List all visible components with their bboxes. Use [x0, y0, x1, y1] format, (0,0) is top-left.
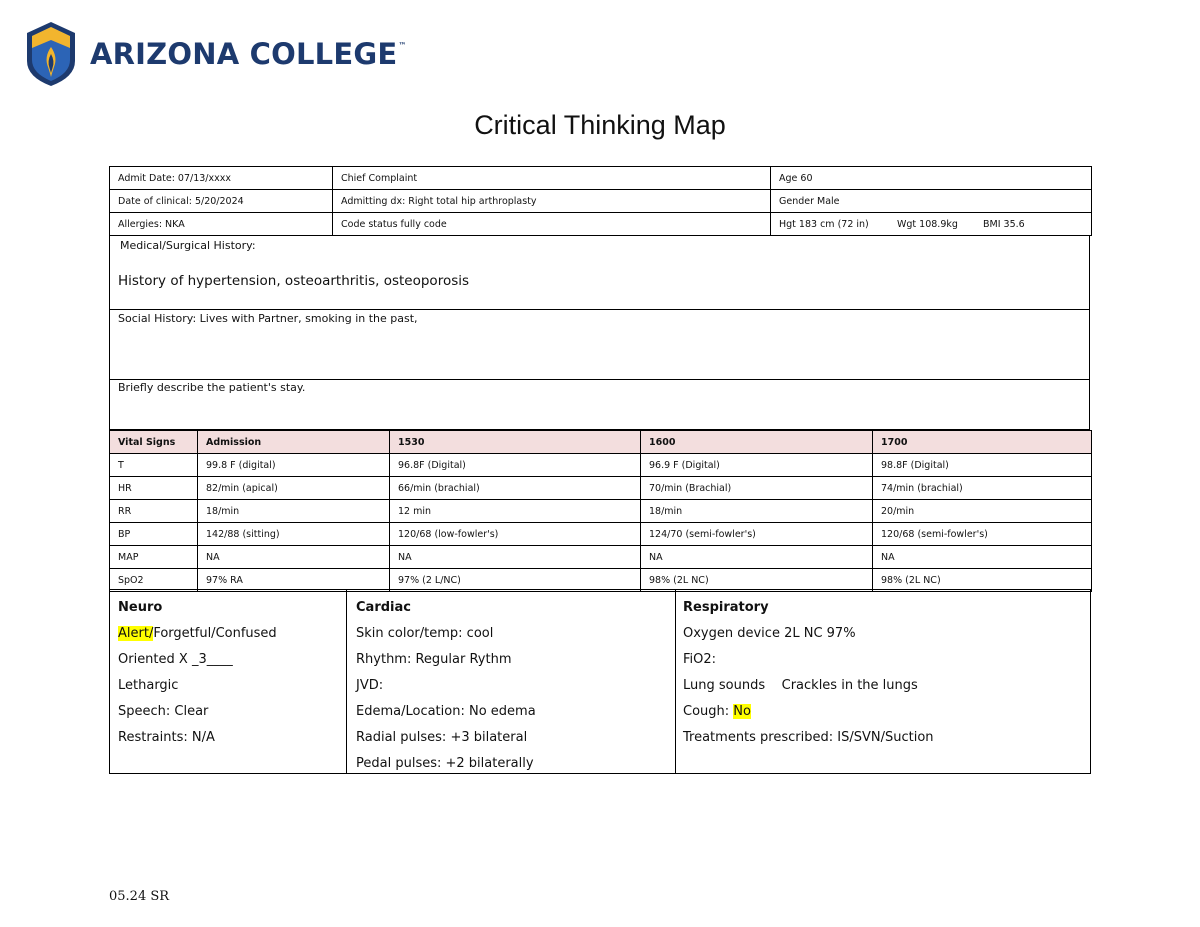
- allergies: Allergies: NKA: [110, 213, 333, 236]
- vital-signs-table: [109, 430, 1092, 592]
- vital-value: NA: [873, 546, 1092, 569]
- vitals-header-row: [110, 431, 1092, 454]
- chief-complaint: Chief Complaint: [333, 167, 771, 190]
- patient-stay-label: Briefly describe the patient's stay.: [118, 381, 306, 394]
- vital-value: 142/88 (sitting): [198, 523, 390, 546]
- social-history-box: [109, 309, 1090, 380]
- respiratory-fio2: FiO2:: [683, 652, 717, 667]
- cough-label: Cough:: [683, 704, 734, 719]
- respiratory-treatments: Treatments prescribed: IS/SVN/Suction: [683, 730, 934, 745]
- neuro-restraints: Restraints: N/A: [118, 730, 215, 745]
- vital-value: 99.8 F (digital): [198, 454, 390, 477]
- vital-value: 97% (2 L/NC): [390, 569, 641, 592]
- vitals-row-map: [110, 546, 1092, 569]
- vital-value: 124/70 (semi-fowler's): [641, 523, 873, 546]
- vital-value: 18/min: [198, 500, 390, 523]
- vital-value: 82/min (apical): [198, 477, 390, 500]
- cardiac-radial-pulses: Radial pulses: +3 bilateral: [356, 730, 528, 745]
- cardiac-rhythm: Rhythm: Regular Rythm: [356, 652, 512, 667]
- patient-header-table: [109, 166, 1092, 236]
- vital-value: 70/min (Brachial): [641, 477, 873, 500]
- neuro-title: Neuro: [118, 600, 163, 615]
- vital-label: BP: [110, 523, 198, 546]
- medical-history-label: Medical/Surgical History:: [120, 239, 256, 252]
- vital-value: 20/min: [873, 500, 1092, 523]
- measurements: [771, 213, 1092, 236]
- vital-label: RR: [110, 500, 198, 523]
- header-row: [110, 167, 1092, 190]
- cardiac-title: Cardiac: [356, 600, 411, 615]
- vital-label: HR: [110, 477, 198, 500]
- vital-value: 96.8F (Digital): [390, 454, 641, 477]
- cardiac-pedal-pulses: Pedal pulses: +2 bilaterally: [356, 756, 534, 771]
- social-history-label: Social History: Lives with Partner, smoking in the past,: [118, 312, 418, 325]
- height-value: Hgt 183 cm (72 in): [779, 218, 869, 230]
- vital-value: 74/min (brachial): [873, 477, 1092, 500]
- vitals-col-header: Vital Signs: [110, 431, 198, 454]
- age: Age 60: [771, 167, 1092, 190]
- vital-value: 96.9 F (Digital): [641, 454, 873, 477]
- neuro-alert: [118, 626, 277, 641]
- vital-value: NA: [198, 546, 390, 569]
- cardiac-jvd: JVD:: [356, 678, 384, 693]
- header-row: [110, 213, 1092, 236]
- neuro-oriented: Oriented X _3____: [118, 652, 233, 667]
- arizona-college-logo: [26, 20, 407, 88]
- medical-history-value: History of hypertension, osteoarthritis, osteoporosis: [118, 273, 470, 289]
- vital-value: 97% RA: [198, 569, 390, 592]
- vital-label: MAP: [110, 546, 198, 569]
- vital-value: 120/68 (low-fowler's): [390, 523, 641, 546]
- admitting-dx: Admitting dx: Right total hip arthroplasty: [333, 190, 771, 213]
- vital-value: 18/min: [641, 500, 873, 523]
- cardiac-column: [347, 590, 675, 773]
- vital-value: 98% (2L NC): [873, 569, 1092, 592]
- neuro-lethargic: Lethargic: [118, 678, 179, 693]
- medical-history-box: [109, 235, 1090, 310]
- respiratory-oxygen: Oxygen device 2L NC 97%: [683, 626, 856, 641]
- footer-code: 05.24 SR: [109, 889, 170, 904]
- admit-date: Admit Date: 07/13/xxxx: [110, 167, 333, 190]
- vitals-col-header: Admission: [198, 431, 390, 454]
- respiratory-lung-sounds: Lung sounds Crackles in the lungs: [683, 678, 918, 693]
- alert-rest: Forgetful/Confused: [153, 626, 277, 641]
- bmi-value: BMI 35.6: [983, 218, 1025, 230]
- vitals-col-header: 1600: [641, 431, 873, 454]
- vital-value: NA: [641, 546, 873, 569]
- alert-highlight: Alert/: [118, 626, 154, 641]
- vitals-row-resp-rate: [110, 500, 1092, 523]
- patient-stay-box: [109, 379, 1090, 430]
- respiratory-column: [676, 590, 1090, 773]
- vital-value: 120/68 (semi-fowler's): [873, 523, 1092, 546]
- respiratory-cough: [683, 704, 751, 719]
- vital-value: 98% (2L NC): [641, 569, 873, 592]
- assessment-section: [109, 589, 1091, 774]
- vitals-row-temperature: [110, 454, 1092, 477]
- vital-value: 66/min (brachial): [390, 477, 641, 500]
- vitals-row-heart-rate: [110, 477, 1092, 500]
- vitals-col-header: 1700: [873, 431, 1092, 454]
- weight-value: Wgt 108.9kg: [897, 218, 958, 230]
- cough-value: No: [733, 704, 751, 719]
- respiratory-title: Respiratory: [683, 600, 769, 615]
- date-of-clinical: Date of clinical: 5/20/2024: [110, 190, 333, 213]
- cardiac-skin: Skin color/temp: cool: [356, 626, 494, 641]
- vitals-col-header: 1530: [390, 431, 641, 454]
- vital-label: SpO2: [110, 569, 198, 592]
- neuro-column: [110, 590, 346, 773]
- vital-label: T: [110, 454, 198, 477]
- cardiac-edema: Edema/Location: No edema: [356, 704, 536, 719]
- gender: Gender Male: [771, 190, 1092, 213]
- neuro-speech: Speech: Clear: [118, 704, 209, 719]
- shield-flame-icon: [26, 21, 76, 87]
- logo-wordmark: ARIZONA COLLEGE™: [90, 37, 407, 71]
- header-row: [110, 190, 1092, 213]
- vital-value: 12 min: [390, 500, 641, 523]
- code-status: Code status fully code: [333, 213, 771, 236]
- vital-value: NA: [390, 546, 641, 569]
- vitals-row-blood-pressure: [110, 523, 1092, 546]
- vital-value: 98.8F (Digital): [873, 454, 1092, 477]
- page-title: Critical Thinking Map: [474, 110, 726, 140]
